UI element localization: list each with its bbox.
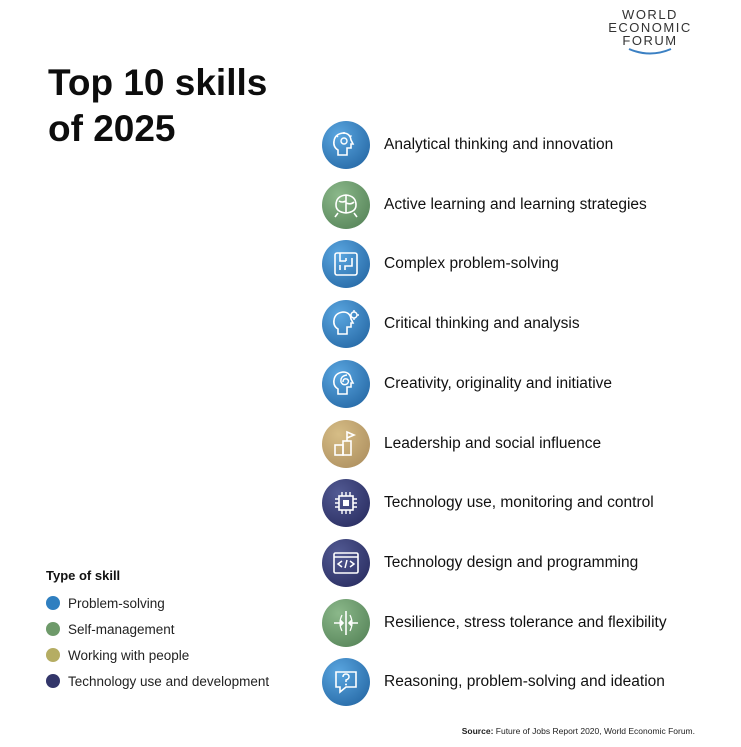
- logo-line-1: WORLD: [622, 7, 678, 22]
- skill-label: Technology design and programming: [384, 553, 639, 571]
- skill-item: [322, 538, 732, 588]
- skill-item: [322, 299, 732, 349]
- source-text: Future of Jobs Report 2020, World Economic Forum.: [495, 726, 695, 736]
- chip-icon: [322, 479, 370, 527]
- head-gear-icon: [322, 300, 370, 348]
- legend-items: [46, 590, 269, 694]
- legend-label: Technology use and development: [68, 673, 270, 689]
- legend-dot-icon: [46, 622, 60, 636]
- legend-label: Working with people: [68, 647, 190, 663]
- skill-label: Leadership and social influence: [384, 434, 602, 452]
- title-line-1: Top 10 skills: [48, 62, 268, 103]
- logo-line-2: ECONOMIC: [608, 20, 692, 35]
- logo-arc-icon: [627, 48, 673, 56]
- legend-item: [46, 668, 269, 694]
- page-title: [48, 60, 267, 152]
- head-swirl-icon: [322, 360, 370, 408]
- wef-logo: [600, 8, 700, 56]
- legend-label: Self-management: [68, 621, 175, 637]
- skill-item: [322, 419, 732, 469]
- skill-label: Analytical thinking and innovation: [384, 136, 614, 153]
- head-bulb-icon: [322, 121, 370, 169]
- arrows-inward-icon: [322, 599, 370, 647]
- source-note: [462, 726, 695, 736]
- brain-icon: [322, 181, 370, 229]
- skill-item: [322, 359, 732, 409]
- skill-label: Reasoning, problem-solving and ideation: [384, 673, 665, 691]
- skill-item: [322, 478, 732, 528]
- legend-title: Type of skill: [46, 568, 121, 583]
- logo-line-3: FORUM: [622, 33, 678, 48]
- code-window-icon: [322, 539, 370, 587]
- skill-item: [322, 239, 732, 289]
- skill-item: [322, 598, 732, 648]
- skill-label: Complex problem-solving: [384, 255, 559, 273]
- maze-icon: [322, 240, 370, 288]
- skill-item: [322, 657, 732, 707]
- skill-label: Creativity, originality and initiative: [384, 374, 613, 392]
- flag-podium-icon: [322, 420, 370, 468]
- source-label: Source:: [461, 726, 494, 736]
- legend-dot-icon: [46, 674, 60, 688]
- skill-item: [322, 120, 732, 170]
- question-bubble-icon: [322, 658, 370, 706]
- legend-item: [46, 590, 269, 616]
- skill-item: [322, 180, 732, 230]
- skill-label: Active learning and learning strategies: [384, 195, 647, 213]
- title-line-2: of 2025: [48, 108, 176, 149]
- skill-type-legend: [46, 568, 269, 694]
- skill-label: Critical thinking and analysis: [384, 315, 580, 333]
- skill-label: Resilience, stress tolerance and flexibility: [384, 613, 667, 631]
- legend-dot-icon: [46, 596, 60, 610]
- skill-label: Technology use, monitoring and control: [384, 494, 654, 512]
- legend-item: [46, 642, 269, 668]
- legend-dot-icon: [46, 648, 60, 662]
- legend-label: Problem-solving: [68, 595, 165, 611]
- legend-item: [46, 616, 269, 642]
